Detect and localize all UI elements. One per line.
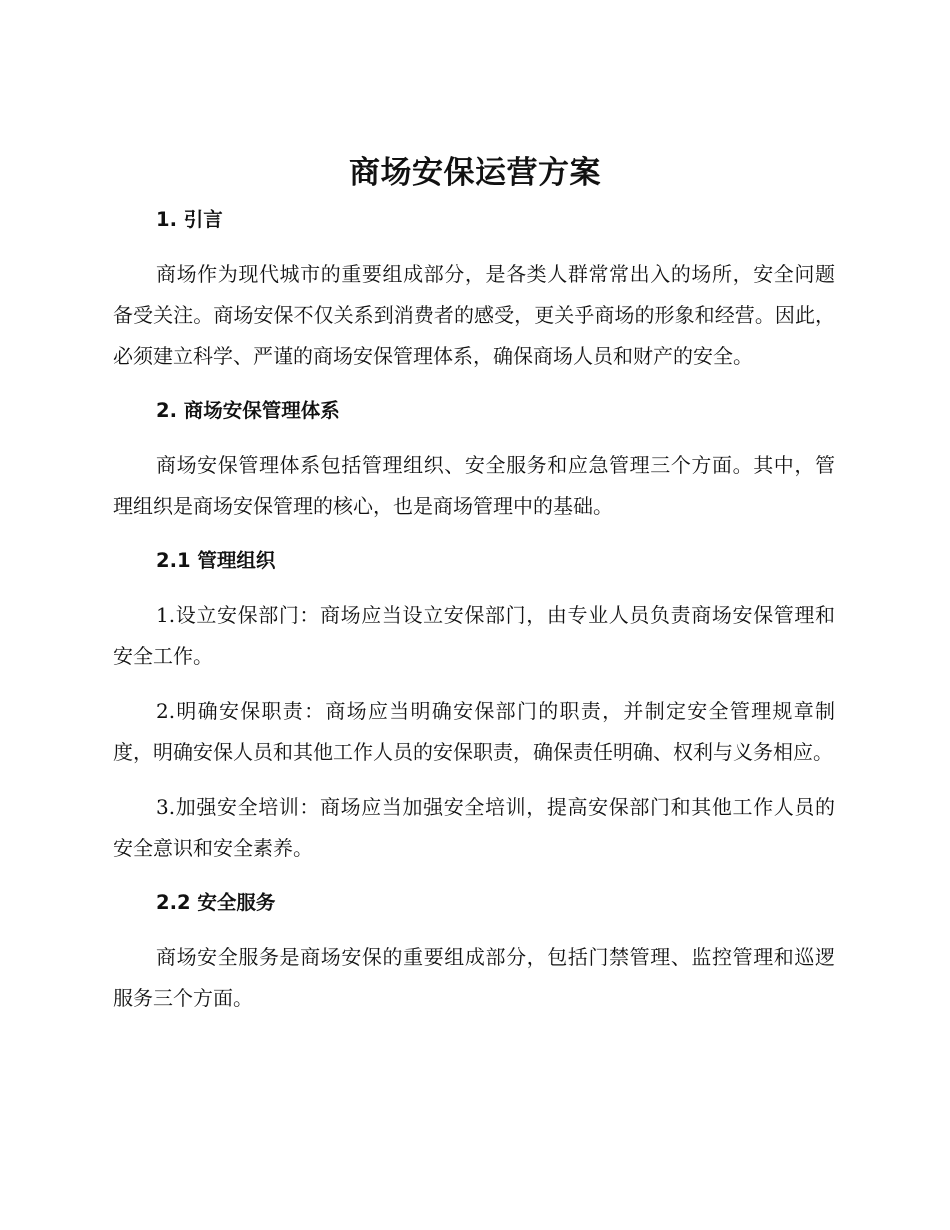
section-heading-management-organization: 2.1 管理组织 xyxy=(156,549,276,572)
section-paragraph: 商场安全服务是商场安保的重要组成部分，包括门禁管理、监控管理和巡逻服务三个方面。 xyxy=(113,945,835,1010)
list-item-paragraph: 3.加强安全培训：商场应当加强安全培训，提高安保部门和其他工作人员的安全意识和安全素养。 xyxy=(113,795,835,860)
section-heading-security-system: 2. 商场安保管理体系 xyxy=(156,399,340,422)
section-heading-security-services: 2.2 安全服务 xyxy=(156,891,276,914)
section-heading-introduction: 1. 引言 xyxy=(156,208,223,231)
document-body xyxy=(113,200,835,1019)
list-item-paragraph: 2.明确安保职责：商场应当明确安保部门的职责，并制定安全管理规章制度，明确安保人员和其他工作人员的安保职责，确保责任明确、权利与义务相应。 xyxy=(113,699,835,764)
document-title: 商场安保运营方案 xyxy=(349,155,601,191)
section-paragraph: 商场安保管理体系包括管理组织、安全服务和应急管理三个方面。其中，管理组织是商场安保管理的核心，也是商场管理中的基础。 xyxy=(113,453,835,518)
section-paragraph: 商场作为现代城市的重要组成部分，是各类人群常常出入的场所，安全问题备受关注。商场安保不仅关系到消费者的感受，更关乎商场的形象和经营。因此，必须建立科学、严谨的商场安保管理体系，确保商场人员和财产的安全。 xyxy=(113,262,835,368)
list-item-paragraph: 1.设立安保部门：商场应当设立安保部门，由专业人员负责商场安保管理和安全工作。 xyxy=(113,603,835,668)
